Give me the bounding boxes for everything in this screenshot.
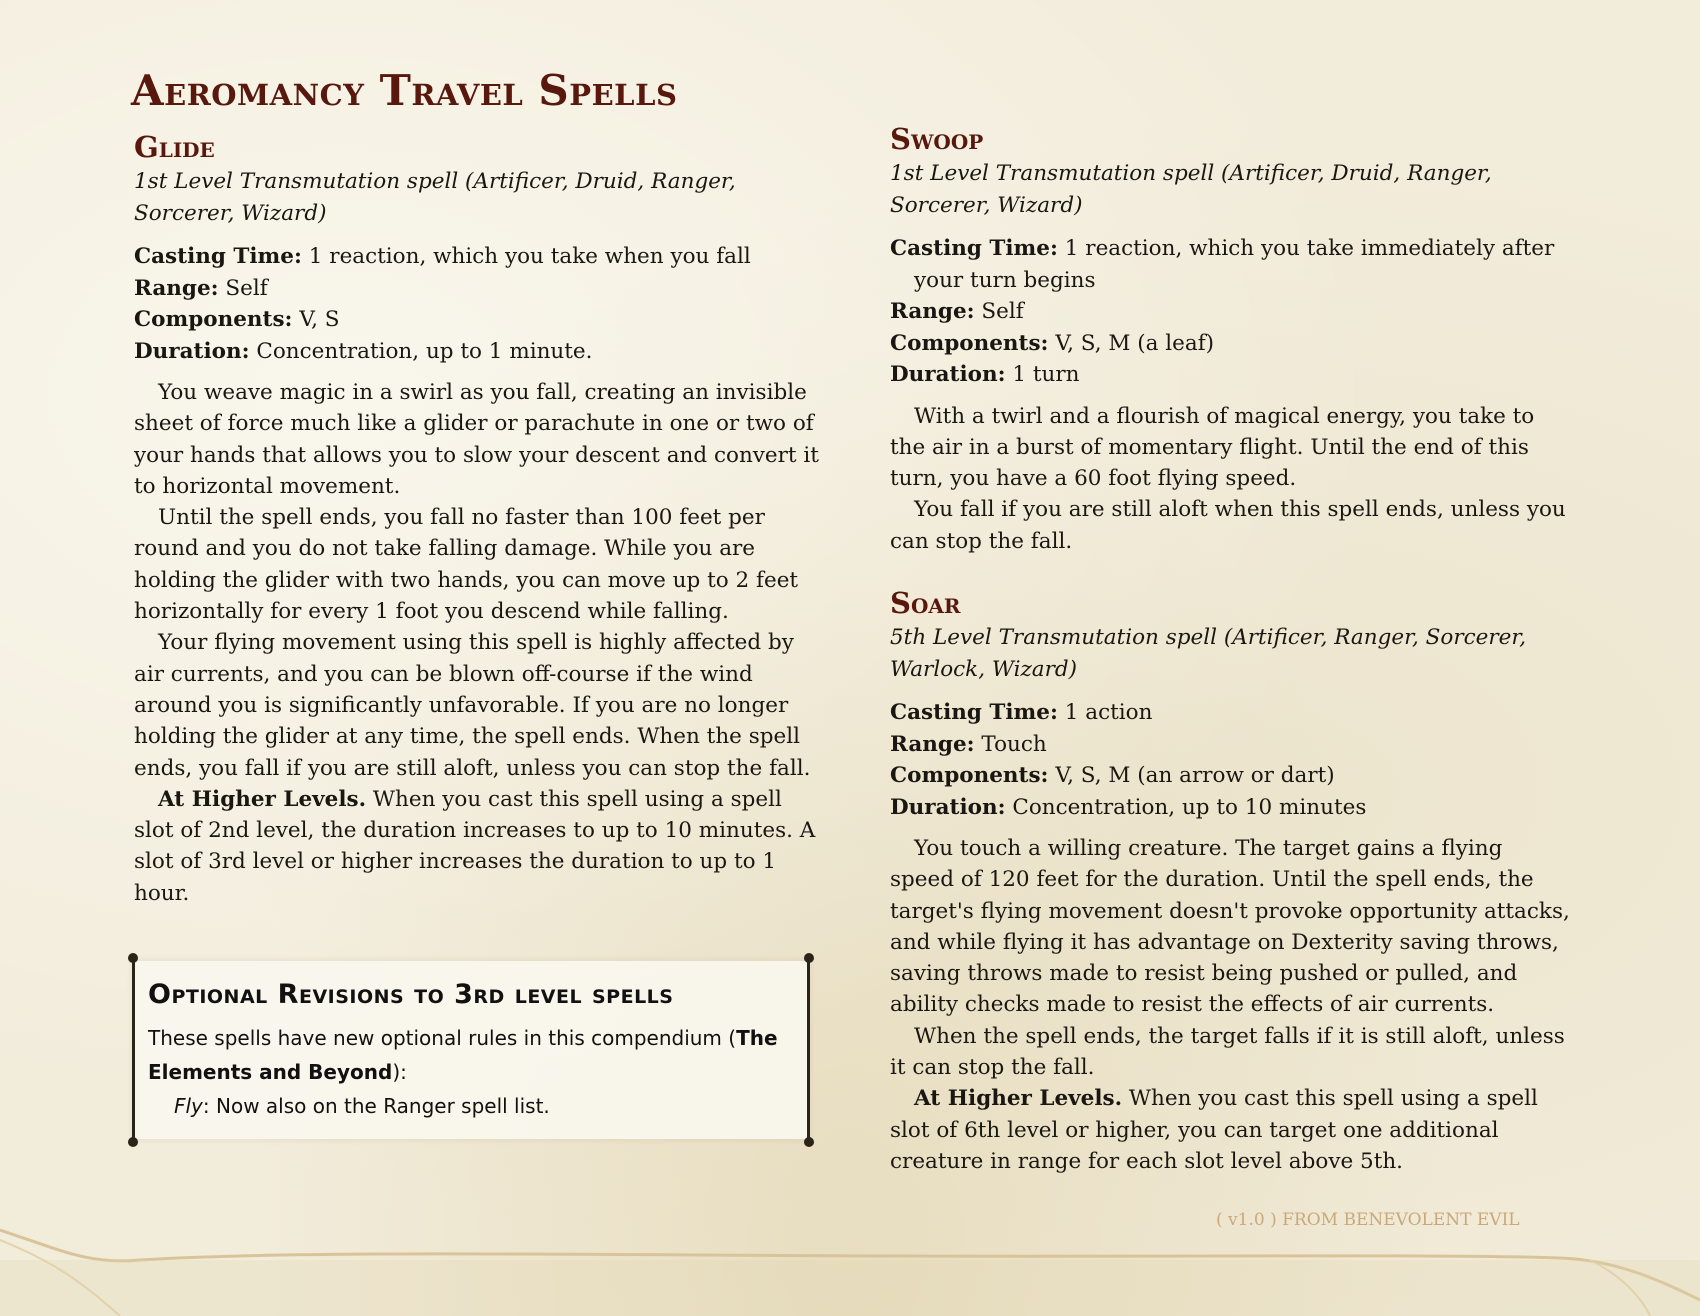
note-corner-dot — [804, 953, 814, 963]
property-duration: Duration: Concentration, up to 10 minutes — [890, 794, 1367, 820]
property-duration: Duration: Concentration, up to 1 minute. — [134, 338, 593, 364]
note-border-right — [807, 957, 810, 1143]
property-duration: Duration: 1 turn — [890, 362, 1080, 387]
property-casting-time: Casting Time: 1 action — [890, 700, 1153, 725]
property-range: Range: Self — [134, 275, 268, 301]
property-range: Range: Self — [890, 299, 1024, 324]
spell-type-line: 1st Level Transmutation spell (Artificer, Druid, Ranger, Sorcerer, Wizard) — [134, 169, 736, 226]
optional-revisions-note — [133, 961, 809, 1139]
higher-levels-paragraph: At Higher Levels. When you cast this spell using a spell slot of 6th level or higher, you can target one additional creature in range for each slot level above 5th. — [890, 1086, 1538, 1174]
spell-name: Swoop — [890, 122, 984, 156]
page-title: Aeromancy Travel Spells — [131, 66, 678, 115]
property-casting-time: Casting Time: 1 reaction, which you take when you fall — [134, 244, 751, 269]
description-paragraph: You weave magic in a swirl as you fall, creating an invisible sheet of force much like a glider or parachute in one or two of your hands that allows you to slow your descent and convert it to horizontal movement. — [134, 380, 819, 499]
spell-properties — [890, 233, 1570, 391]
spell-properties — [134, 241, 824, 367]
note-border-left — [132, 957, 135, 1143]
note-intro: These spells have new optional rules in this compendium (The Elements and Beyond): — [148, 1026, 778, 1084]
note-body — [148, 1021, 788, 1123]
description-paragraph: You touch a willing creature. The target gains a flying speed of 120 feet for the duration. Until the spell ends, the target's flying movement doesn't provoke opportunity attacks, and while flying it has advantage on Dexterity saving throws, saving throws made to resist being pushed or pulled, and ability checks made to resist the effects of air currents. — [890, 836, 1570, 1018]
higher-levels-paragraph: At Higher Levels. When you cast this spell using a spell slot of 2nd level, the duration increases to up to 10 minutes. A slot of 3rd level or higher increases the duration to up to 1 hour. — [134, 786, 816, 906]
spell-type-line: 1st Level Transmutation spell (Artificer, Druid, Ranger, Sorcerer, Wizard) — [890, 161, 1492, 218]
spell-soar — [890, 586, 1570, 1177]
spell-properties — [890, 697, 1570, 823]
description-paragraph: Until the spell ends, you fall no faster than 100 feet per round and you do not take falling damage. While you are holding the glider with two hands, you can move up to 2 feet horizontally for every 1 foot you descend while falling. — [134, 505, 799, 625]
spell-swoop — [890, 122, 1570, 557]
page-footer: ( v1.0 ) FROM BENEVOLENT EVIL — [1216, 1210, 1520, 1230]
note-title: Optional Revisions to 3rd level spells — [148, 979, 674, 1010]
note-corner-dot — [128, 953, 138, 963]
spell-reference: Fly — [174, 1094, 203, 1118]
spell-type-line: 5th Level Transmutation spell (Artificer, Ranger, Sorcerer, Warlock, Wizard) — [890, 625, 1527, 682]
compendium-name: The Elements and Beyond — [148, 1026, 778, 1084]
description-paragraph: You fall if you are still aloft when this spell ends, unless you can stop the fall. — [890, 497, 1566, 554]
spell-description — [890, 833, 1570, 1177]
spell-description — [890, 401, 1570, 557]
property-components: Components: V, S, M (a leaf) — [890, 330, 1215, 356]
spell-name: Soar — [890, 586, 961, 620]
property-casting-time: Casting Time: 1 reaction, which you take immediately after your turn begins — [890, 236, 1555, 293]
note-corner-dot — [804, 1137, 814, 1147]
description-paragraph: When the spell ends, the target falls if it is still aloft, unless it can stop the fall. — [890, 1023, 1565, 1081]
property-components: Components: V, S — [134, 307, 340, 332]
property-range: Range: Touch — [890, 731, 1047, 757]
spell-glide — [134, 130, 824, 909]
spell-name: Glide — [134, 130, 215, 164]
spell-description — [134, 377, 824, 909]
description-paragraph: With a twirl and a flourish of magical energy, you take to the air in a burst of momentary flight. Until the end of this turn, you have a 60 foot flying speed. — [890, 403, 1535, 492]
property-components: Components: V, S, M (an arrow or dart) — [890, 763, 1335, 788]
note-corner-dot — [128, 1137, 138, 1147]
page-border-ornament — [0, 1220, 1700, 1316]
note-list-item: Fly: Now also on the Ranger spell list. — [174, 1094, 550, 1118]
description-paragraph: Your flying movement using this spell is highly affected by air currents, and you can be blown off-course if the wind around you is significantly unfavorable. If you are no longer holding the glider at any time, the spell ends. When the spell ends, you fall if you are still aloft, unless you can stop the fall. — [134, 630, 811, 781]
